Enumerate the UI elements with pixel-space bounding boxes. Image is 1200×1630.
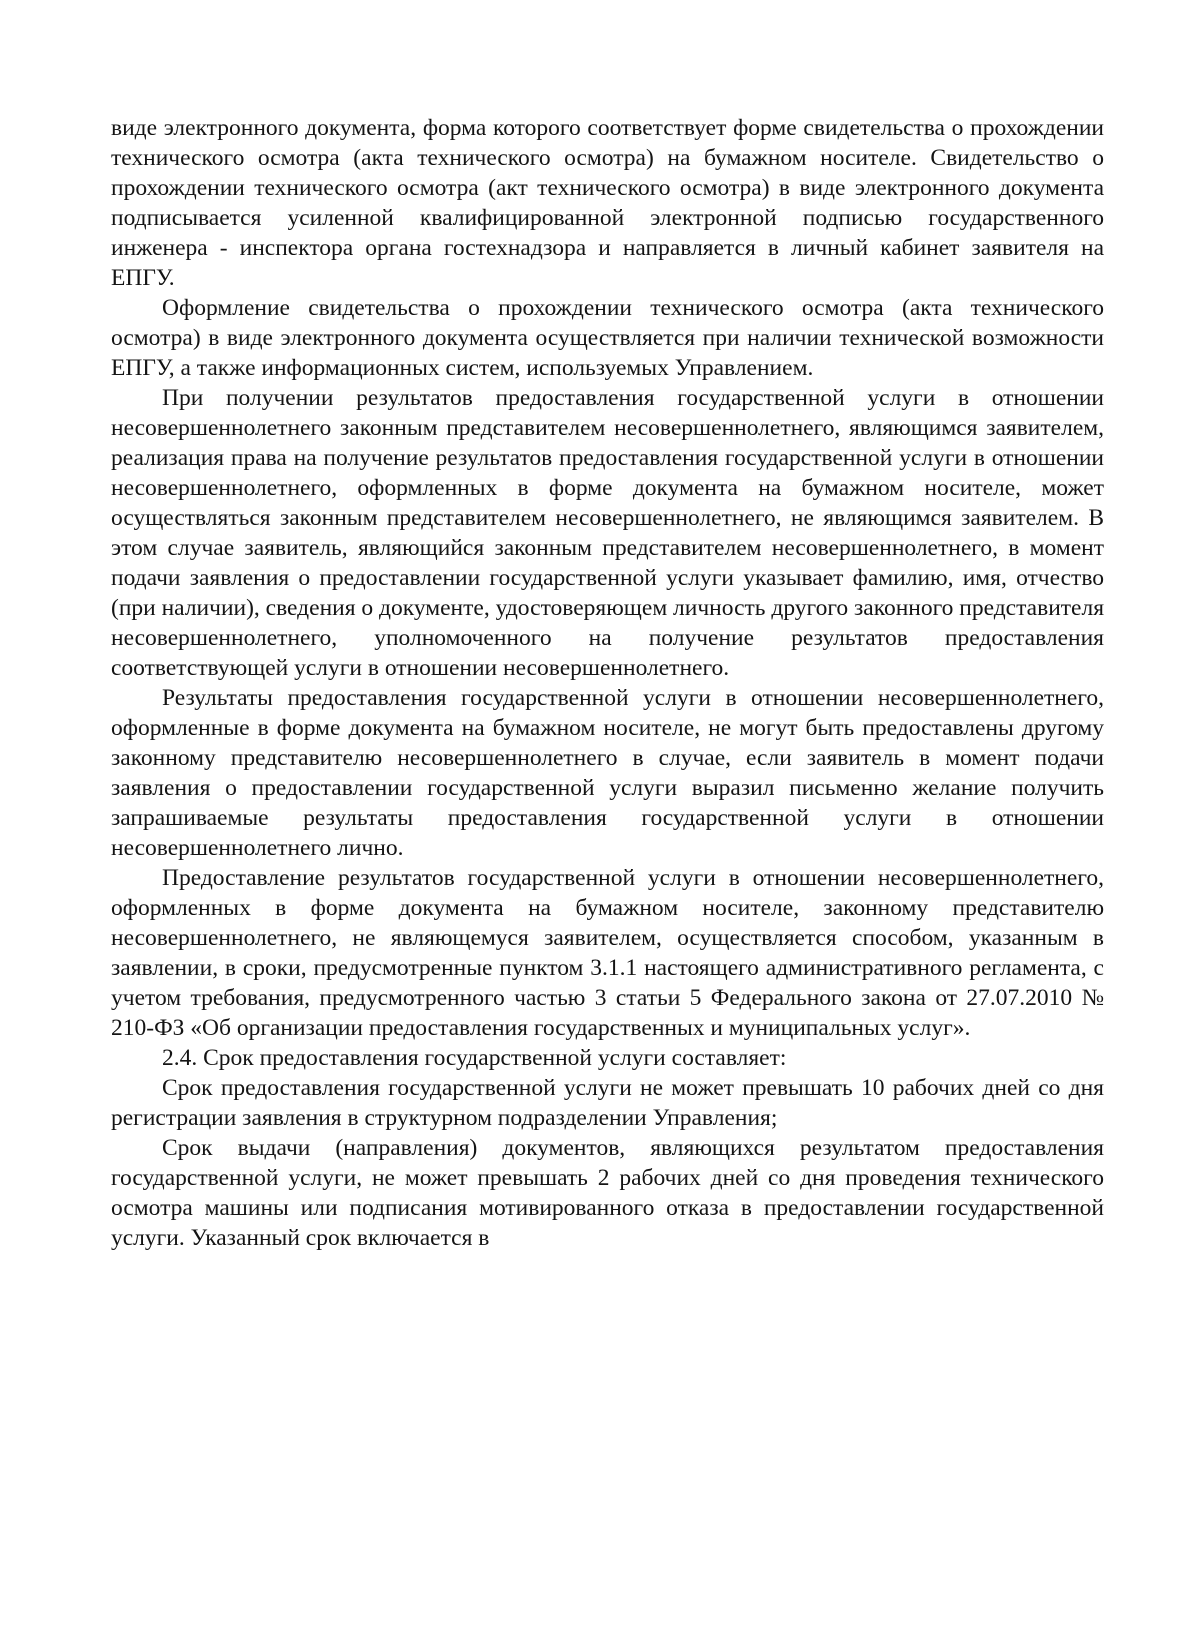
paragraph-service-term: Срок предоставления государственной услуги не может превышать 10 рабочих дней со дня регистрации заявления в структурном подразделении Управления; <box>111 1075 1104 1131</box>
paragraph-results-delivery: Предоставление результатов государственной услуги в отношении несовершеннолетнего, оформленных в форме документа на бумажном носителе, законному представителю несовершеннолетнего, не являющемуся заявителем, осуществляется способом, указанным в заявлении, в сроки, предусмотренные пунктом 3.1.1 настоящего административного регламента, с учетом требования, предусмотренного частью 3 статьи 5 Федерального закона от 27.07.2010 № 210-ФЗ «Об организации предоставления государственных и муниципальных услуг». <box>111 865 1104 1041</box>
paragraph-registration-conditions: Оформление свидетельства о прохождении технического осмотра (акта технического осмотра) в виде электронного документа осуществляется при наличии технической возможности ЕПГУ, а также информационных систем, используемых Управлением. <box>111 295 1104 381</box>
section-heading-2-4: 2.4. Срок предоставления государственной услуги составляет: <box>162 1045 787 1071</box>
paragraph-minor-representative: При получении результатов предоставления государственной услуги в отношении несовершеннолетнего законным представителем несовершеннолетнего, являющимся заявителем, реализация права на получение результатов предоставления государственной услуги в отношении несовершеннолетнего, оформленных в форме документа на бумажном носителе, может осуществляться законным представителем несовершеннолетнего, не являющимся заявителем. В этом случае заявитель, являющийся законным представителем несовершеннолетнего, в момент подачи заявления о предоставлении государственной услуги указывает фамилию, имя, отчество (при наличии), сведения о документе, удостоверяющем личность другого законного представителя несовершеннолетнего, уполномоченного на получение результатов предоставления соответствующей услуги в отношении несовершеннолетнего. <box>111 385 1105 681</box>
paragraph-electronic-document: виде электронного документа, форма которого соответствует форме свидетельства о прохождении технического осмотра (акта технического осмотра) на бумажном носителе. Свидетельство о прохождении технического осмотра (акт технического осмотра) в виде электронного документа подписывается усиленной квалифицированной электронной подписью государственного инженера - инспектора органа гостехнадзора и направляется в личный кабинет заявителя на ЕПГУ. <box>111 115 1104 291</box>
paragraph-results-not-provided: Результаты предоставления государственной услуги в отношении несовершеннолетнего, оформленные в форме документа на бумажном носителе, не могут быть предоставлены другому законному представителю несовершеннолетнего в случае, если заявитель в момент подачи заявления о предоставлении государственной услуги выразил письменно желание получить запрашиваемые результаты предоставления государственной услуги в отношении несовершеннолетнего лично. <box>111 685 1104 861</box>
document-page <box>111 113 1104 1253</box>
paragraph-issuance-term: Срок выдачи (направления) документов, являющихся результатом предоставления государственной услуги, не может превышать 2 рабочих дней со дня проведения технического осмотра машины или подписания мотивированного отказа в предоставлении государственной услуги. Указанный срок включается в <box>111 1135 1104 1251</box>
